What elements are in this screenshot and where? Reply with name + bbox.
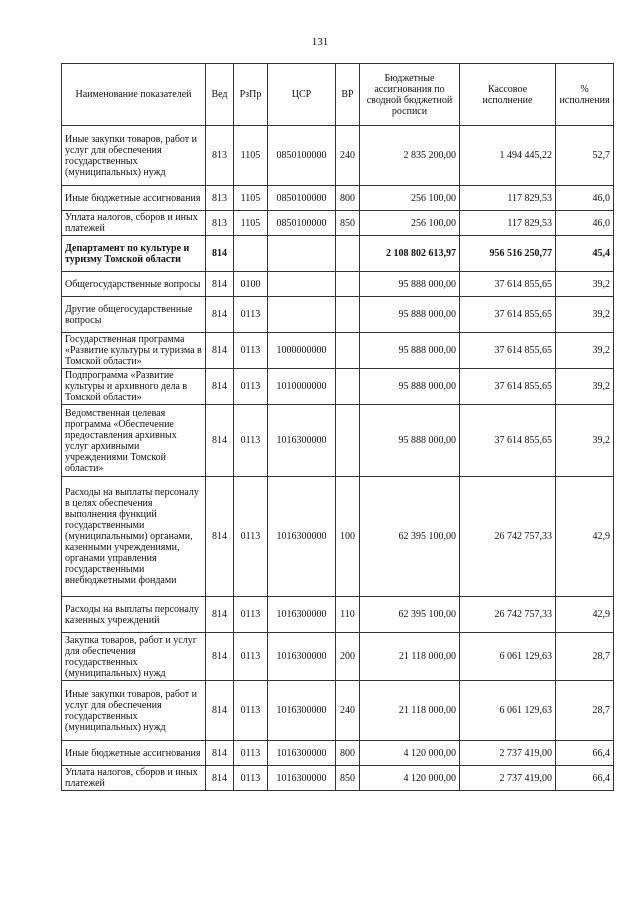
row-percent: 42,9: [556, 477, 614, 597]
row-ved: 814: [206, 741, 234, 766]
table-row: [62, 766, 614, 791]
row-ved: 814: [206, 681, 234, 741]
table-row: [62, 333, 614, 369]
row-ved: 813: [206, 211, 234, 236]
row-vr: [336, 272, 360, 297]
row-cash: 37 614 855,65: [460, 405, 556, 477]
row-cash: 37 614 855,65: [460, 297, 556, 333]
row-name: Иные закупки товаров, работ и услуг для обеспечения государственных (муниципальных) нужд: [62, 126, 206, 186]
row-cash: 6 061 129,63: [460, 633, 556, 681]
row-vr: 850: [336, 211, 360, 236]
row-cash: 117 829,53: [460, 211, 556, 236]
row-name: Иные бюджетные ассигнования: [62, 741, 206, 766]
row-csr: [268, 297, 336, 333]
row-budget: 4 120 000,00: [360, 741, 460, 766]
row-vr: 240: [336, 681, 360, 741]
row-cash: 37 614 855,65: [460, 333, 556, 369]
row-vr: [336, 333, 360, 369]
table-row: [62, 405, 614, 477]
table-row: [62, 297, 614, 333]
row-rzpr: 0113: [234, 633, 268, 681]
row-cash: 26 742 757,33: [460, 477, 556, 597]
row-ved: 813: [206, 186, 234, 211]
row-cash: 26 742 757,33: [460, 597, 556, 633]
row-ved: 814: [206, 477, 234, 597]
row-csr: 1016300000: [268, 766, 336, 791]
table-row: [62, 369, 614, 405]
row-rzpr: 1105: [234, 186, 268, 211]
row-rzpr: 1105: [234, 126, 268, 186]
row-vr: 240: [336, 126, 360, 186]
row-ved: 814: [206, 405, 234, 477]
row-percent: 39,2: [556, 297, 614, 333]
row-vr: 800: [336, 186, 360, 211]
row-percent: 39,2: [556, 405, 614, 477]
row-name: Общегосударственные вопросы: [62, 272, 206, 297]
row-csr: 1016300000: [268, 633, 336, 681]
header-percent: % исполнения: [556, 64, 614, 126]
header-name: Наименование показателей: [62, 64, 206, 126]
row-ved: 814: [206, 766, 234, 791]
row-ved: 814: [206, 272, 234, 297]
row-csr: [268, 236, 336, 272]
table-row-department: [62, 236, 614, 272]
row-rzpr: 0113: [234, 597, 268, 633]
row-vr: 110: [336, 597, 360, 633]
row-budget: 95 888 000,00: [360, 333, 460, 369]
row-ved: 814: [206, 333, 234, 369]
header-rzpr: РзПр: [234, 64, 268, 126]
row-vr: [336, 405, 360, 477]
row-ved: 814: [206, 633, 234, 681]
row-percent: 39,2: [556, 333, 614, 369]
row-cash: 2 737 419,00: [460, 741, 556, 766]
header-cash: Кассовое исполнение: [460, 64, 556, 126]
row-budget: 21 118 000,00: [360, 681, 460, 741]
row-csr: 1016300000: [268, 741, 336, 766]
row-rzpr: 0113: [234, 741, 268, 766]
row-rzpr: [234, 236, 268, 272]
row-vr: [336, 236, 360, 272]
row-name: Государственная программа «Развитие культуры и туризма в Томской области»: [62, 333, 206, 369]
row-budget: 2 108 802 613,97: [360, 236, 460, 272]
table-row: [62, 126, 614, 186]
table-header-row: [62, 64, 614, 126]
row-rzpr: 0113: [234, 405, 268, 477]
row-vr: 800: [336, 741, 360, 766]
row-budget: 95 888 000,00: [360, 297, 460, 333]
row-name: Закупка товаров, работ и услуг для обеспечения государственных (муниципальных) нужд: [62, 633, 206, 681]
row-vr: [336, 369, 360, 405]
row-ved: 813: [206, 126, 234, 186]
row-name: Уплата налогов, сборов и иных платежей: [62, 766, 206, 791]
row-percent: 39,2: [556, 272, 614, 297]
table-row: [62, 211, 614, 236]
row-budget: 62 395 100,00: [360, 477, 460, 597]
row-budget: 62 395 100,00: [360, 597, 460, 633]
table-row: [62, 597, 614, 633]
row-vr: 200: [336, 633, 360, 681]
row-percent: 39,2: [556, 369, 614, 405]
row-cash: 956 516 250,77: [460, 236, 556, 272]
row-csr: 1010000000: [268, 369, 336, 405]
table-row: [62, 272, 614, 297]
row-budget: 4 120 000,00: [360, 766, 460, 791]
row-csr: 0850100000: [268, 126, 336, 186]
row-ved: 814: [206, 297, 234, 333]
row-budget: 256 100,00: [360, 211, 460, 236]
header-vr: ВР: [336, 64, 360, 126]
row-percent: 52,7: [556, 126, 614, 186]
row-budget: 256 100,00: [360, 186, 460, 211]
row-name: Расходы на выплаты персоналу казенных учреждений: [62, 597, 206, 633]
row-name: Расходы на выплаты персоналу в целях обеспечения выполнения функций государственными (муниципальными) органами, казенными учреждениями, органами управления государственными внебюджетными фондами: [62, 477, 206, 597]
row-budget: 2 835 200,00: [360, 126, 460, 186]
row-percent: 66,4: [556, 741, 614, 766]
row-budget: 95 888 000,00: [360, 369, 460, 405]
row-percent: 42,9: [556, 597, 614, 633]
row-rzpr: 0113: [234, 369, 268, 405]
row-rzpr: 0113: [234, 766, 268, 791]
row-name: Подпрограмма «Развитие культуры и архивного дела в Томской области»: [62, 369, 206, 405]
row-vr: 850: [336, 766, 360, 791]
row-cash: 1 494 445,22: [460, 126, 556, 186]
header-csr: ЦСР: [268, 64, 336, 126]
row-budget: 95 888 000,00: [360, 272, 460, 297]
row-name: Уплата налогов, сборов и иных платежей: [62, 211, 206, 236]
row-csr: 0850100000: [268, 211, 336, 236]
row-ved: 814: [206, 597, 234, 633]
row-cash: 37 614 855,65: [460, 369, 556, 405]
row-csr: 1000000000: [268, 333, 336, 369]
row-cash: 6 061 129,63: [460, 681, 556, 741]
row-budget: 21 118 000,00: [360, 633, 460, 681]
row-percent: 28,7: [556, 633, 614, 681]
header-ved: Вед: [206, 64, 234, 126]
table-row: [62, 186, 614, 211]
row-rzpr: 0113: [234, 297, 268, 333]
row-vr: 100: [336, 477, 360, 597]
row-name: Иные бюджетные ассигнования: [62, 186, 206, 211]
row-cash: 117 829,53: [460, 186, 556, 211]
row-percent: 45,4: [556, 236, 614, 272]
table-row: [62, 477, 614, 597]
row-csr: 0850100000: [268, 186, 336, 211]
row-rzpr: 1105: [234, 211, 268, 236]
row-rzpr: 0100: [234, 272, 268, 297]
row-percent: 28,7: [556, 681, 614, 741]
row-percent: 46,0: [556, 186, 614, 211]
table-row: [62, 633, 614, 681]
row-rzpr: 0113: [234, 477, 268, 597]
row-percent: 46,0: [556, 211, 614, 236]
row-rzpr: 0113: [234, 681, 268, 741]
budget-execution-table: [61, 63, 614, 791]
row-cash: 37 614 855,65: [460, 272, 556, 297]
row-budget: 95 888 000,00: [360, 405, 460, 477]
row-cash: 2 737 419,00: [460, 766, 556, 791]
row-rzpr: 0113: [234, 333, 268, 369]
row-csr: 1016300000: [268, 597, 336, 633]
row-vr: [336, 297, 360, 333]
table-row: [62, 681, 614, 741]
row-name: Ведомственная целевая программа «Обеспечение предоставления архивных услуг архивными учреждениями Томской области»: [62, 405, 206, 477]
row-percent: 66,4: [556, 766, 614, 791]
row-csr: 1016300000: [268, 681, 336, 741]
row-ved: 814: [206, 236, 234, 272]
row-ved: 814: [206, 369, 234, 405]
header-budget: Бюджетные ассигнования по сводной бюджетной росписи: [360, 64, 460, 126]
row-csr: [268, 272, 336, 297]
row-csr: 1016300000: [268, 477, 336, 597]
row-name: Департамент по культуре и туризму Томской области: [62, 236, 206, 272]
row-name: Иные закупки товаров, работ и услуг для обеспечения государственных (муниципальных) нужд: [62, 681, 206, 741]
row-name: Другие общегосударственные вопросы: [62, 297, 206, 333]
row-csr: 1016300000: [268, 405, 336, 477]
table-row: [62, 741, 614, 766]
page-number: 131: [311, 36, 329, 48]
